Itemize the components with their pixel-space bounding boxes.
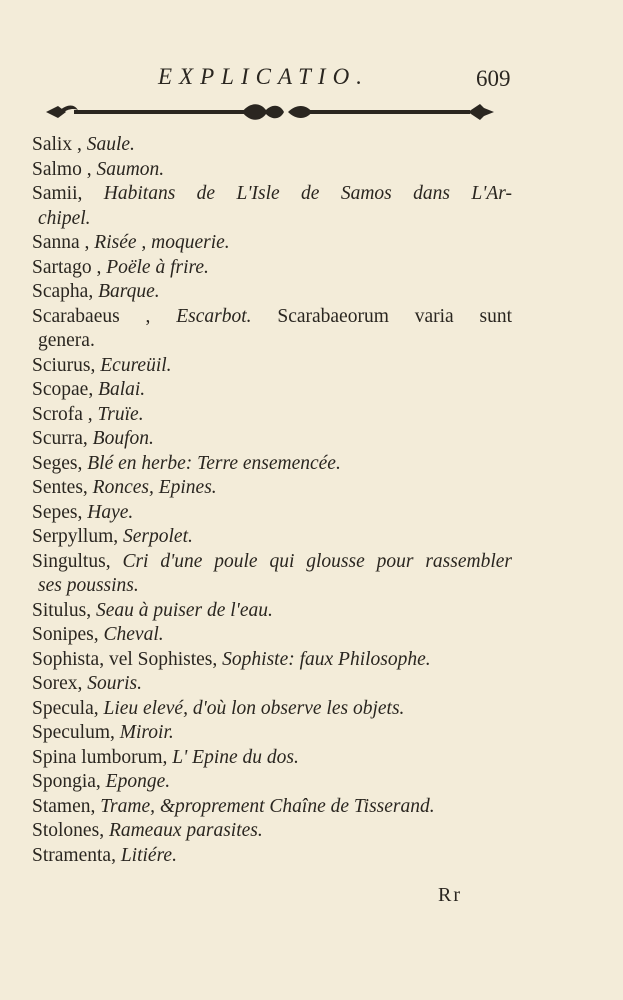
glossary-continuation: chipel. xyxy=(38,207,91,229)
glossary-list xyxy=(32,133,512,868)
glossary-entry: Seges, Blé en herbe: Terre ensemencée. xyxy=(32,452,341,474)
glossary-entry: Salix , Saule. xyxy=(32,134,135,155)
glossary-entry: Scarabaeus , Escarbot. Scarabaeorum varia sunt xyxy=(32,305,512,327)
glossary-continuation: genera. xyxy=(38,330,95,351)
glossary-entry: Spongia, Eponge. xyxy=(32,771,171,792)
page-number: 609 xyxy=(476,66,511,91)
glossary-entry: Stamen, Trame, &proprement Chaîne de Tisserand. xyxy=(32,795,435,817)
glossary-entry: Sanna , Risée , moquerie. xyxy=(32,232,230,253)
catchword: Rr xyxy=(438,884,462,906)
glossary-entry: Sciurus, Ecureüil. xyxy=(32,354,172,376)
glossary-entry: Scapha, Barque. xyxy=(32,281,160,302)
glossary-entry: Stolones, Rameaux parasites. xyxy=(32,820,263,841)
glossary-entry: Situlus, Seau à puiser de l'eau. xyxy=(32,599,273,621)
ornament-rule xyxy=(44,100,496,124)
page-header xyxy=(0,62,623,96)
glossary-entry: Sentes, Ronces, Epines. xyxy=(32,477,217,498)
glossary-entry: Specula, Lieu elevé, d'où lon observe les objets. xyxy=(32,697,405,719)
glossary-entry: Stramenta, Litiére. xyxy=(32,844,177,866)
glossary-entry: Sorex, Souris. xyxy=(32,673,142,694)
glossary-entry: Singultus, Cri d'une poule qui glousse pour rassembler xyxy=(32,550,512,572)
glossary-entry: Sonipes, Cheval. xyxy=(32,624,164,645)
glossary-entry: Serpyllum, Serpolet. xyxy=(32,526,193,547)
glossary-entry: Salmo , Saumon. xyxy=(32,158,165,180)
running-title: EXPLICATIO. xyxy=(158,64,369,89)
glossary-entry: Sophista, vel Sophistes, Sophiste: faux Philosophe. xyxy=(32,648,431,670)
glossary-entry: Scopae, Balai. xyxy=(32,379,146,400)
glossary-entry: Scrofa , Truïe. xyxy=(32,403,144,425)
glossary-continuation: ses poussins. xyxy=(38,575,139,596)
glossary-entry: Sepes, Haye. xyxy=(32,501,134,523)
glossary-entry: Spina lumborum, L' Epine du dos. xyxy=(32,746,299,768)
glossary-entry: Scurra, Boufon. xyxy=(32,428,154,449)
glossary-entry: Samii, Habitans de L'Isle de Samos dans L'Ar- xyxy=(32,183,512,204)
glossary-entry: Sartago , Poële à frire. xyxy=(32,256,209,278)
glossary-entry: Speculum, Miroir. xyxy=(32,722,174,743)
